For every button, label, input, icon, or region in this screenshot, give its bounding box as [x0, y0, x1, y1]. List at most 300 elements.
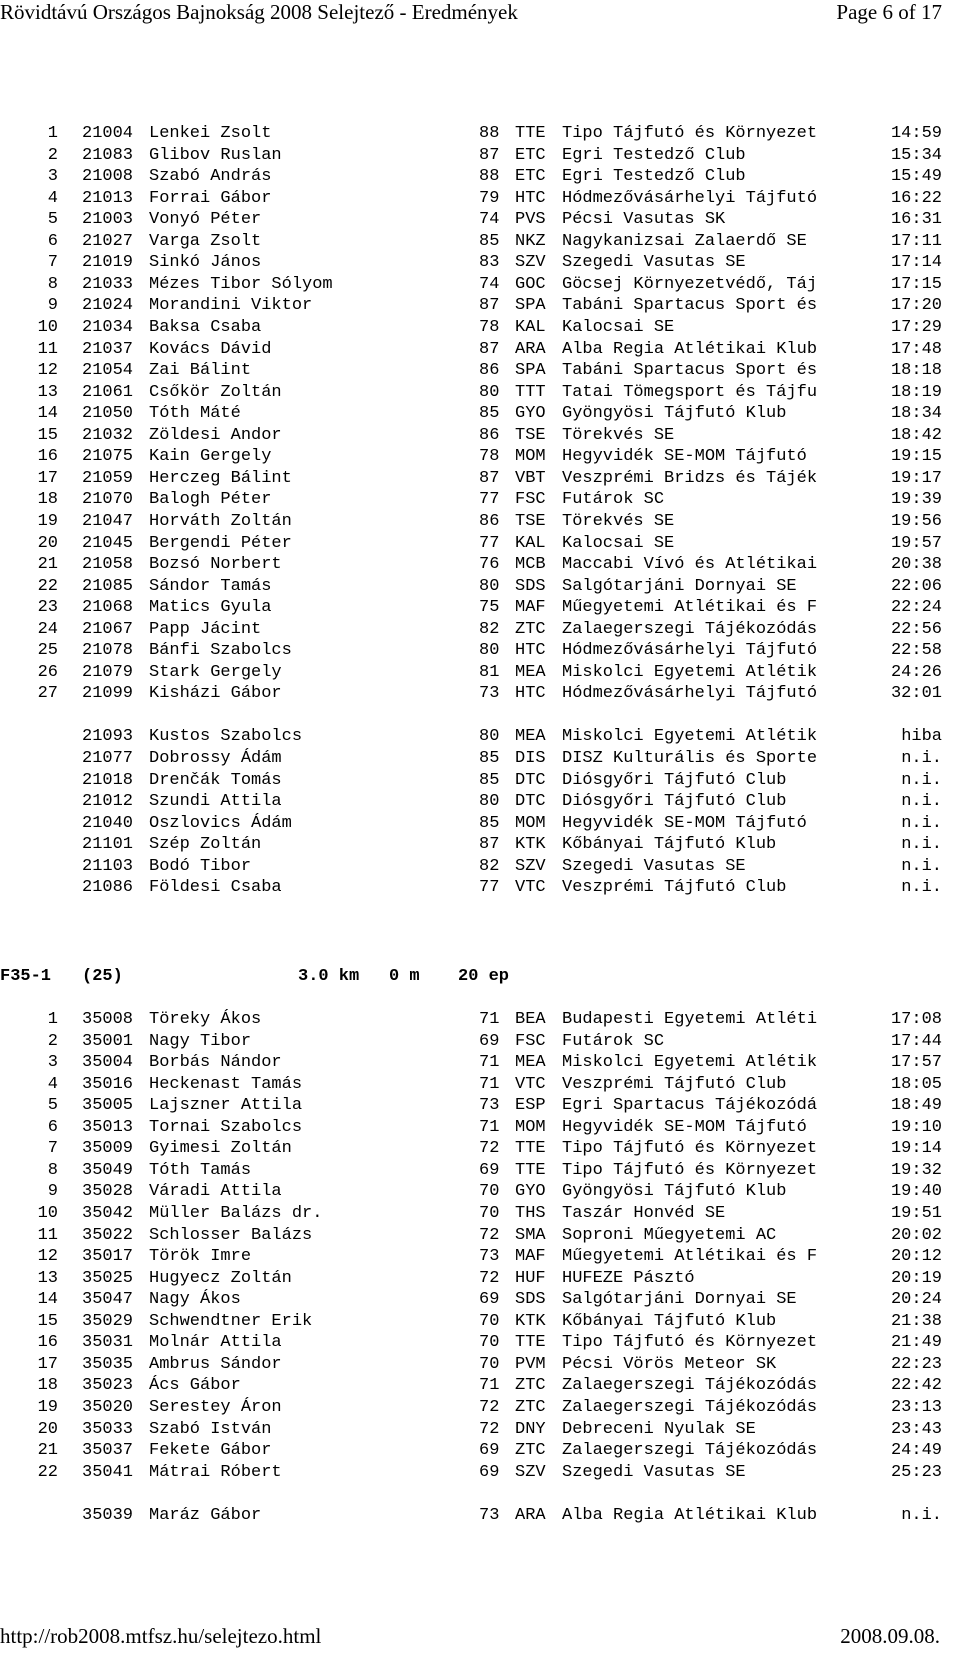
result-club: Zalaegerszegi Tájékozódás	[562, 619, 818, 639]
result-club: Zalaegerszegi Tájékozódás	[562, 1376, 818, 1396]
result-place: 18	[37, 1376, 58, 1396]
result-age: 72	[479, 1397, 500, 1417]
result-age: 86	[479, 361, 500, 381]
result-id: 35042	[82, 1204, 134, 1223]
result-time: 19:14	[890, 1139, 942, 1159]
result-id: 35025	[82, 1268, 134, 1288]
result-age: 76	[479, 555, 500, 574]
result-code: DTC	[515, 792, 546, 811]
result-name: Sinkó János	[149, 253, 262, 273]
result-club: Taszár Honvéd SE	[562, 1204, 726, 1223]
result-time: 16:31	[890, 210, 942, 230]
result-club: Futárok SC	[562, 490, 665, 510]
result-row	[0, 1440, 942, 1462]
result-code: ZTC	[515, 619, 546, 639]
result-place: 14	[37, 404, 58, 424]
result-club: Miskolci Egyetemi Atlétik	[562, 1053, 818, 1073]
result-time: 19:56	[890, 511, 942, 531]
result-age: 72	[479, 1225, 500, 1245]
result-row	[0, 1074, 942, 1096]
result-code: MAF	[515, 598, 546, 618]
result-row	[0, 1419, 942, 1441]
result-age: 85	[479, 770, 500, 790]
result-code: DIS	[515, 748, 546, 768]
result-time: 24:49	[890, 1441, 942, 1460]
result-age: 77	[479, 878, 500, 898]
result-place: 16	[37, 447, 58, 467]
result-id: 35022	[82, 1225, 134, 1245]
result-name: Bergendi Péter	[149, 533, 292, 553]
result-place: 6	[47, 1117, 58, 1137]
result-time: 22:23	[890, 1354, 942, 1374]
result-id: 21058	[82, 555, 134, 574]
result-age: 70	[479, 1354, 500, 1374]
result-name: Sándor Tamás	[149, 576, 272, 596]
result-name: Schwendtner Erik	[149, 1311, 313, 1331]
result-time: 15:49	[890, 167, 942, 187]
result-name: Drenčák Tomás	[149, 770, 282, 790]
result-row	[0, 1311, 942, 1333]
category-name: F35-1	[0, 967, 52, 986]
result-id: 21037	[82, 339, 134, 359]
result-time: 18:19	[890, 382, 942, 402]
result-code: SPA	[515, 361, 546, 381]
result-time: 17:15	[890, 274, 942, 294]
result-code: TTE	[515, 1333, 546, 1353]
result-id: 21050	[82, 404, 134, 424]
result-time: n.i.	[901, 1505, 942, 1525]
result-club: Veszprémi Bridzs és Tájék	[562, 468, 818, 488]
result-time: 18:05	[890, 1074, 942, 1094]
result-id: 21103	[82, 856, 134, 876]
result-id: 21054	[82, 361, 134, 381]
result-code: VTC	[515, 878, 546, 898]
result-id: 21019	[82, 253, 134, 273]
result-id: 21003	[82, 210, 134, 230]
result-name: Molnár Attila	[149, 1333, 282, 1353]
result-place: 21	[37, 555, 58, 574]
page-footer	[0, 1624, 940, 1650]
result-time: 25:23	[890, 1462, 942, 1482]
result-name: Kain Gergely	[149, 447, 272, 467]
result-name: Matics Gyula	[149, 598, 272, 618]
result-row	[0, 145, 942, 167]
result-time: 20:12	[890, 1247, 942, 1266]
result-row	[0, 1031, 942, 1053]
footer-date: 2008.09.08.	[840, 1624, 940, 1648]
result-club: Szegedi Vasutas SE	[562, 253, 746, 273]
result-code: HTC	[515, 684, 546, 704]
result-code: MOM	[515, 813, 546, 833]
result-row	[0, 511, 942, 533]
result-place: 1	[47, 1010, 58, 1029]
result-time: 20:02	[890, 1225, 942, 1245]
result-club: Tipo Tájfutó és Környezet	[562, 1160, 818, 1180]
result-name: Nagy Ákos	[149, 1290, 241, 1310]
result-place: 20	[37, 533, 58, 553]
result-club: Kalocsai SE	[562, 318, 675, 337]
result-age: 88	[479, 167, 500, 187]
result-id: 35017	[82, 1247, 134, 1266]
result-row	[0, 1268, 942, 1290]
result-club: Hegyvidék SE-MOM Tájfutó	[562, 1117, 807, 1137]
result-time: 22:58	[890, 641, 942, 661]
result-time: 19:40	[890, 1182, 942, 1202]
result-id: 21070	[82, 490, 134, 510]
result-name: Kovács Dávid	[149, 339, 272, 359]
result-name: Balogh Péter	[149, 490, 272, 510]
result-code: GOC	[515, 274, 546, 294]
result-code: KTK	[515, 1311, 546, 1331]
result-place: 20	[37, 1419, 58, 1439]
page-number: Page 6 of 17	[836, 0, 942, 24]
result-place: 7	[47, 253, 58, 273]
result-id: 35001	[82, 1031, 134, 1051]
category-count: (25)	[82, 967, 123, 986]
result-age: 77	[479, 533, 500, 553]
result-age: 74	[479, 274, 500, 294]
result-place: 13	[37, 1268, 58, 1288]
result-name: Tóth Máté	[149, 404, 241, 424]
result-name: Müller Balázs dr.	[149, 1204, 323, 1223]
result-age: 87	[479, 145, 500, 165]
result-id: 35028	[82, 1182, 134, 1202]
result-place: 17	[37, 1354, 58, 1374]
result-code: FSC	[515, 490, 546, 510]
result-time: 20:19	[890, 1268, 942, 1288]
result-time: n.i.	[901, 813, 942, 833]
result-id: 21018	[82, 770, 134, 790]
result-name: Bánfi Szabolcs	[149, 641, 292, 661]
result-name: Nagy Tibor	[149, 1031, 252, 1051]
result-club: Alba Regia Atlétikai Klub	[562, 1505, 818, 1525]
result-code: ETC	[515, 145, 546, 165]
result-club: Szegedi Vasutas SE	[562, 1462, 746, 1482]
result-club: Pécsi Vörös Meteor SK	[562, 1354, 777, 1374]
result-age: 80	[479, 792, 500, 811]
result-age: 77	[479, 490, 500, 510]
result-club: Soproni Műegyetemi AC	[562, 1225, 777, 1245]
result-id: 35039	[82, 1505, 134, 1525]
result-club: Gyöngyösi Tájfutó Klub	[562, 1182, 787, 1202]
result-name: Szabó András	[149, 167, 272, 187]
result-row	[0, 1397, 942, 1419]
result-time: n.i.	[901, 770, 942, 790]
result-place: 13	[37, 382, 58, 402]
result-time: 21:49	[890, 1333, 942, 1353]
result-name: Papp Jácint	[149, 619, 262, 639]
result-name: Töreky Ákos	[149, 1010, 262, 1029]
result-time: 22:42	[890, 1376, 942, 1396]
result-id: 35035	[82, 1354, 134, 1374]
result-row	[0, 576, 942, 598]
result-place: 16	[37, 1333, 58, 1353]
result-club: Futárok SC	[562, 1031, 665, 1051]
result-id: 21067	[82, 619, 134, 639]
result-row	[0, 1095, 942, 1117]
result-row	[0, 166, 942, 188]
result-code: SMA	[515, 1225, 546, 1245]
document-title: Rövidtávú Országos Bajnokság 2008 Selejtező - Eredmények	[0, 0, 518, 24]
result-row	[0, 123, 942, 145]
result-club: Hódmezővásárhelyi Tájfutó	[562, 684, 818, 704]
result-code: ETC	[515, 167, 546, 187]
result-name: Bozsó Norbert	[149, 555, 282, 574]
result-place: 8	[47, 1160, 58, 1180]
result-code: MEA	[515, 662, 546, 682]
result-age: 75	[479, 598, 500, 618]
result-age: 88	[479, 124, 500, 143]
result-code: HTC	[515, 188, 546, 208]
result-place: 3	[47, 167, 58, 187]
result-time: 18:18	[890, 361, 942, 381]
result-id: 21083	[82, 145, 134, 165]
result-age: 80	[479, 576, 500, 596]
result-row	[0, 295, 942, 317]
result-name: Varga Zsolt	[149, 231, 262, 251]
result-name: Heckenast Tamás	[149, 1074, 303, 1094]
result-code: MEA	[515, 1053, 546, 1073]
result-row	[0, 1462, 942, 1484]
result-id: 21099	[82, 684, 134, 704]
result-club: Nagykanizsai Zalaerdő SE	[562, 231, 807, 251]
result-time: 22:06	[890, 576, 942, 596]
result-code: HTC	[515, 641, 546, 661]
result-club: Műegyetemi Atlétikai és F	[562, 598, 818, 618]
result-id: 21040	[82, 813, 134, 833]
result-code: SZV	[515, 856, 546, 876]
result-club: Hódmezővásárhelyi Tájfutó	[562, 641, 818, 661]
result-row	[0, 1332, 942, 1354]
result-club: Gyöngyösi Tájfutó Klub	[562, 404, 787, 424]
result-row	[0, 813, 942, 835]
result-place: 19	[37, 1397, 58, 1417]
result-club: Tipo Tájfutó és Környezet	[562, 1139, 818, 1159]
result-row	[0, 1203, 942, 1225]
result-age: 73	[479, 1096, 500, 1116]
result-id: 21027	[82, 231, 134, 251]
result-id: 35029	[82, 1311, 134, 1331]
result-club: Salgótarjáni Dornyai SE	[562, 1290, 797, 1310]
result-age: 82	[479, 856, 500, 876]
result-row	[0, 619, 942, 641]
result-id: 21034	[82, 318, 134, 337]
result-row	[0, 662, 942, 684]
result-id: 35016	[82, 1074, 134, 1094]
result-row	[0, 770, 942, 792]
result-time: 19:17	[890, 468, 942, 488]
result-row	[0, 597, 942, 619]
result-code: GYO	[515, 1182, 546, 1202]
result-place: 7	[47, 1139, 58, 1159]
result-name: Vonyó Péter	[149, 210, 262, 230]
result-id: 21008	[82, 167, 134, 187]
result-code: THS	[515, 1204, 546, 1223]
result-name: Fekete Gábor	[149, 1441, 272, 1460]
result-time: 19:51	[890, 1204, 942, 1223]
result-code: TTE	[515, 124, 546, 143]
result-id: 21101	[82, 835, 134, 855]
result-row	[0, 1160, 942, 1182]
result-id: 21086	[82, 878, 134, 898]
result-time: 19:32	[890, 1160, 942, 1180]
result-age: 85	[479, 748, 500, 768]
result-club: Veszprémi Tájfutó Club	[562, 1074, 787, 1094]
result-name: Bodó Tibor	[149, 856, 252, 876]
result-age: 80	[479, 382, 500, 402]
result-age: 80	[479, 727, 500, 747]
result-place: 25	[37, 641, 58, 661]
result-row	[0, 1289, 942, 1311]
result-age: 70	[479, 1311, 500, 1331]
result-name: Dobrossy Ádám	[149, 748, 282, 768]
result-age: 72	[479, 1419, 500, 1439]
result-id: 21013	[82, 188, 134, 208]
result-place: 15	[37, 425, 58, 445]
result-id: 21077	[82, 748, 134, 768]
result-time: 20:24	[890, 1290, 942, 1310]
result-age: 71	[479, 1117, 500, 1137]
result-row	[0, 382, 942, 404]
result-age: 70	[479, 1182, 500, 1202]
result-row	[0, 446, 942, 468]
result-age: 81	[479, 662, 500, 682]
result-age: 69	[479, 1441, 500, 1460]
result-row	[0, 1117, 942, 1139]
result-name: Morandini Viktor	[149, 296, 313, 316]
result-code: TSE	[515, 511, 546, 531]
result-club: DISZ Kulturális és Sporte	[562, 748, 818, 768]
result-row	[0, 209, 942, 231]
result-row	[0, 231, 942, 253]
result-place: 11	[37, 1225, 58, 1245]
result-club: Kalocsai SE	[562, 533, 675, 553]
result-row	[0, 274, 942, 296]
result-name: Baksa Csaba	[149, 318, 262, 337]
result-club: Zalaegerszegi Tájékozódás	[562, 1397, 818, 1417]
result-name: Zai Bálint	[149, 361, 252, 381]
result-row	[0, 834, 942, 856]
result-code: VBT	[515, 468, 546, 488]
result-place: 12	[37, 361, 58, 381]
result-code: TTT	[515, 382, 546, 402]
result-time: 22:24	[890, 598, 942, 618]
result-club: Budapesti Egyetemi Atléti	[562, 1010, 818, 1029]
result-name: Herczeg Bálint	[149, 468, 292, 488]
result-time: 17:14	[890, 253, 942, 273]
result-age: 71	[479, 1010, 500, 1029]
result-time: 17:57	[890, 1053, 942, 1073]
result-row	[0, 533, 942, 555]
page-header	[0, 0, 942, 26]
result-code: TTE	[515, 1139, 546, 1159]
result-time: 17:44	[890, 1031, 942, 1051]
result-time: 19:57	[890, 533, 942, 553]
result-code: KAL	[515, 318, 546, 337]
result-time: n.i.	[901, 835, 942, 855]
result-name: Horváth Zoltán	[149, 511, 292, 531]
result-club: Maccabi Vívó és Atlétikai	[562, 555, 818, 574]
result-name: Borbás Nándor	[149, 1053, 282, 1073]
result-name: Oszlovics Ádám	[149, 813, 292, 833]
result-row	[0, 1246, 942, 1268]
result-row	[0, 489, 942, 511]
result-age: 85	[479, 404, 500, 424]
result-time: n.i.	[901, 878, 942, 898]
result-code: SZV	[515, 253, 546, 273]
result-id: 35033	[82, 1419, 134, 1439]
result-age: 72	[479, 1139, 500, 1159]
result-time: 17:08	[890, 1010, 942, 1029]
result-code: BEA	[515, 1010, 546, 1029]
result-code: ZTC	[515, 1441, 546, 1460]
result-time: 18:49	[890, 1096, 942, 1116]
result-code: MAF	[515, 1247, 546, 1266]
result-id: 35049	[82, 1160, 134, 1180]
result-place: 22	[37, 576, 58, 596]
result-row	[0, 339, 942, 361]
result-row	[0, 726, 942, 748]
result-row	[0, 1052, 942, 1074]
result-place: 10	[37, 318, 58, 337]
result-age: 83	[479, 253, 500, 273]
result-place: 18	[37, 490, 58, 510]
result-time: 17:20	[890, 296, 942, 316]
result-row	[0, 1505, 942, 1527]
result-place: 5	[47, 1096, 58, 1116]
result-age: 74	[479, 210, 500, 230]
result-age: 71	[479, 1053, 500, 1073]
result-name: Lajszner Attila	[149, 1096, 303, 1116]
result-place: 22	[37, 1462, 58, 1482]
result-place: 12	[37, 1247, 58, 1266]
result-row	[0, 748, 942, 770]
result-club: Miskolci Egyetemi Atlétik	[562, 662, 818, 682]
result-club: Tabáni Spartacus Sport és	[562, 361, 818, 381]
result-name: Csőkör Zoltán	[149, 382, 282, 402]
result-name: Szundi Attila	[149, 792, 282, 811]
result-time: n.i.	[901, 792, 942, 811]
category-distance: 3.0 km	[298, 967, 360, 986]
result-age: 78	[479, 318, 500, 337]
result-row	[0, 360, 942, 382]
result-id: 21024	[82, 296, 134, 316]
result-place: 27	[37, 684, 58, 704]
result-age: 73	[479, 684, 500, 704]
result-age: 69	[479, 1462, 500, 1482]
result-code: SDS	[515, 1290, 546, 1310]
result-row	[0, 856, 942, 878]
result-place: 11	[37, 339, 58, 359]
result-code: DTC	[515, 770, 546, 790]
result-code: ARA	[515, 1505, 546, 1525]
result-name: Gyimesi Zoltán	[149, 1139, 292, 1159]
result-code: MEA	[515, 727, 546, 747]
result-id: 21004	[82, 124, 134, 143]
result-club: Tabáni Spartacus Sport és	[562, 296, 818, 316]
result-id: 21061	[82, 382, 134, 402]
result-id: 21075	[82, 447, 134, 467]
result-age: 86	[479, 511, 500, 531]
result-row	[0, 554, 942, 576]
result-time: 18:42	[890, 425, 942, 445]
result-name: Hugyecz Zoltán	[149, 1268, 292, 1288]
result-row	[0, 188, 942, 210]
result-place: 19	[37, 511, 58, 531]
result-id: 21078	[82, 641, 134, 661]
result-club: Kőbányai Tájfutó Klub	[562, 1311, 777, 1331]
result-time: 32:01	[890, 684, 942, 704]
